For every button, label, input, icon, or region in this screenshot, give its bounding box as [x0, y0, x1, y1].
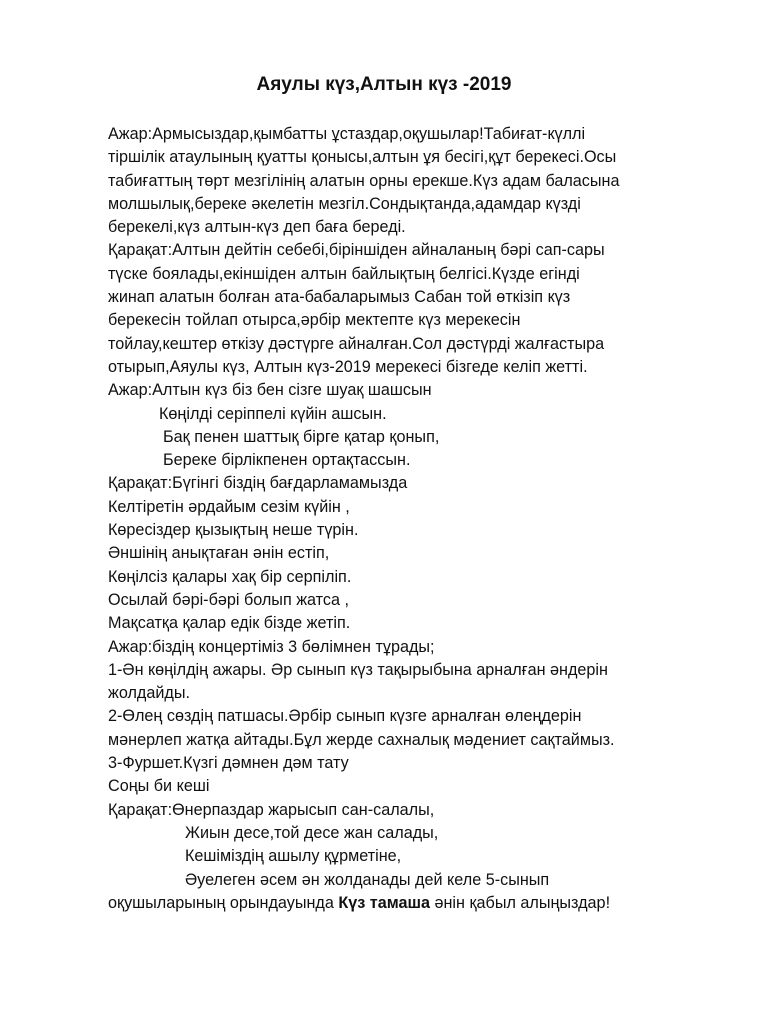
text-line: 3-Фуршет.Күзгі дәмнен дәм тату	[108, 754, 349, 773]
text-line: жинап алатын болған ата-бабаларымыз Сабан той өткізіп күз	[108, 288, 571, 307]
poem-line: Осылай бәрі-бәрі болып жатса ,	[108, 590, 350, 609]
text-line: Қарақат:Бүгінгі біздің бағдарламамызда	[108, 474, 408, 493]
final-line	[108, 892, 708, 915]
text-line: жолдайды.	[108, 684, 190, 703]
poem-line: Келтіретін әрдайым сезім күйін ,	[108, 497, 350, 516]
text-line: түске боялады,екіншіден алтын байлықтың белгісі.Күзде егінді	[108, 264, 580, 283]
poem-line: Береке бірлікпенен ортақтассын.	[163, 451, 411, 470]
text-line: Қарақат:Өнерпаздар жарысып сан-салалы,	[108, 800, 435, 819]
song-title-bold: Күз тамаша	[338, 893, 430, 912]
text-line: берекелі,күз алтын-күз деп баға береді.	[108, 218, 406, 237]
text-line: отырып,Аяулы күз, Алтын күз-2019 мерекесі бізгеде келіп жетті.	[108, 357, 588, 376]
poem-line: Мақсатқа қалар едік бізде жетіп.	[108, 614, 351, 633]
poem-line: Кешіміздің ашылу құрметіне,	[185, 847, 402, 866]
text-line: берекесін тойлап отырса,әрбір мектепте күз мерекесін	[108, 311, 521, 330]
poem-line: Көңілсіз қалары хақ бір серпіліп.	[108, 567, 352, 586]
final-line-end: әнін қабыл алыңыздар!	[429, 893, 611, 912]
poem-line: Көресіздер қызықтың неше түрін.	[108, 521, 359, 540]
text-line: табиғаттың төрт мезгілінің алатын орны ерекше.Күз адам баласына	[108, 171, 620, 190]
document-title: Аяулы күз,Алтын күз -2019	[256, 74, 512, 95]
text-line: Ажар:біздің концертіміз 3 бөлімнен тұрады;	[108, 637, 435, 656]
text-line: 2-Өлең сөздің патшасы.Әрбір сынып күзге арналған өлеңдерін	[108, 707, 582, 726]
text-line: тойлау,кештер өткізу дәстүрге айналған.Сол дәстүрді жалғастыра	[108, 334, 605, 353]
poem-line: Көңілді серіппелі күйін ашсын.	[159, 404, 387, 423]
text-line: Ажар:Армысыздар,қымбатты ұстаздар,оқушылар!Табиғат-күллі	[108, 125, 586, 143]
text-line: Соңы би кеші	[108, 777, 210, 796]
poem-line: Әуелеген әсем ән жолданады дей келе 5-сынып	[185, 870, 550, 889]
poem-line: Бақ пенен шаттық бірге қатар қонып,	[163, 427, 440, 446]
poem-line: Жиын десе,той десе жан салады,	[185, 823, 439, 842]
text-line: Ажар:Алтын күз біз бен сізге шуақ шашсын	[108, 381, 432, 400]
text-line: тіршілік атаулының қуатты қонысы,алтын ұя бесігі,құт берекесі.Осы	[108, 148, 617, 167]
text-line: Қарақат:Алтын дейтін себебі,біріншіден айналаның бәрі сап-сары	[108, 241, 605, 260]
final-line-start: оқушыларының орындауында	[108, 893, 339, 912]
text-line: мәнерлеп жатқа айтады.Бұл жерде сахналық мәдениет сақтаймыз.	[108, 730, 615, 749]
poem-line: Әншінің анықтаған әнін естіп,	[108, 544, 330, 563]
text-line: 1-Ән көңілдің ажары. Әр сынып күз тақырыбына арналған әндерін	[108, 660, 608, 679]
document-body	[108, 123, 708, 915]
text-line: молшылық,береке әкелетін мезгіл.Сондықтанда,адамдар күзді	[108, 194, 581, 213]
